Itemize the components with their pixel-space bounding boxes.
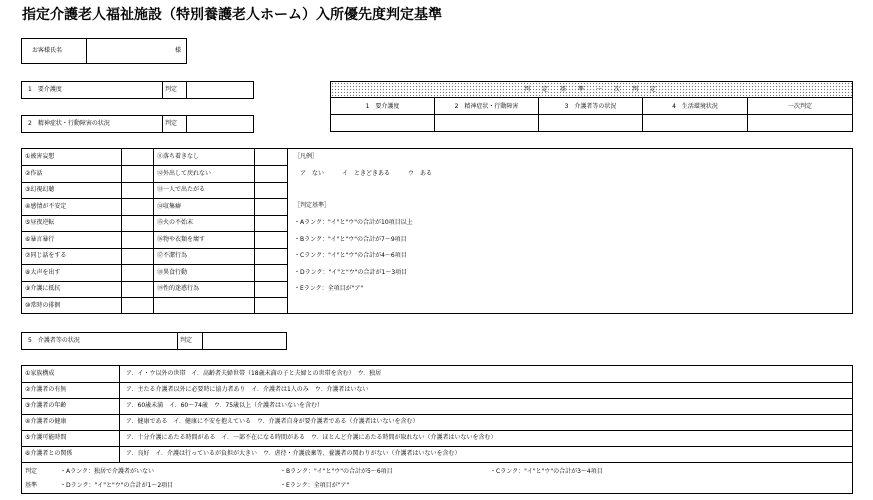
behavior-answer-9[interactable]	[123, 282, 152, 296]
behavior-item-2: ②作話	[25, 170, 43, 177]
caregiver-box	[21, 332, 287, 350]
behavior-judge-field[interactable]	[188, 117, 252, 131]
behavior-answer-12[interactable]	[256, 167, 286, 181]
summary-col-environment: 4 生活環境状況	[672, 103, 718, 110]
caregiver-row-options-4[interactable]: ア．健康である イ．健康に不安を抱えている ウ．介護者自身が要介護者である（介護者はいないを含む）	[126, 418, 419, 425]
applicant-name-box	[21, 38, 187, 64]
behavior-item-17: ⑰不潔行為	[157, 252, 188, 259]
behavior-item-12: ⑫外出して戻れない	[157, 170, 212, 177]
caregiver-row-label-1: ①家族構成	[25, 370, 55, 377]
footer-label-criteria: 基準	[25, 482, 38, 489]
behavior-answer-1[interactable]	[123, 150, 152, 164]
caregiver-row-label-4: ④介護者の健康	[25, 418, 67, 425]
caregiver-row-label-3: ③介護者の年齢	[25, 402, 67, 409]
summary-col-primary: 一次判定	[787, 103, 812, 110]
caregiver-table	[21, 365, 853, 494]
footer-rank-c: ・Cランク："イ"と"ウ"の合計が3～4項目	[490, 468, 603, 475]
legend-heading: ［凡例］	[294, 153, 319, 160]
criteria-rank-b: ・Bランク："イ"と"ウ"の合計が7～9項目	[294, 236, 407, 243]
behavior-answer-10[interactable]	[123, 299, 152, 312]
criteria-rank-e: ・Eランク：全項目が"ア"	[294, 285, 364, 292]
behavior-answer-5[interactable]	[123, 216, 152, 230]
behavior-item-5: ⑤昼夜逆転	[25, 219, 55, 226]
applicant-label: お客様氏名	[32, 47, 63, 54]
behavior-answer-15[interactable]	[256, 216, 286, 230]
caregiver-row-label-5: ⑤介護可能時間	[25, 434, 67, 441]
behavior-box	[21, 115, 254, 133]
caregiver-label: 5 介護者等の状況	[28, 337, 80, 344]
behavior-item-8: ⑧大声を出す	[25, 269, 61, 276]
behavior-answer-13[interactable]	[256, 183, 286, 197]
footer-rank-d: ・Dランク："イ"と"ウ"の合計が1～2項目	[60, 482, 174, 489]
behavior-answer-14[interactable]	[256, 200, 286, 214]
behavior-answer-7[interactable]	[123, 249, 152, 263]
summary-col-care-level: 1 要介護度	[365, 103, 400, 110]
criteria-rank-a: ・Aランク："イ"と"ウ"の合計が10項目以上	[294, 219, 413, 226]
care-level-box	[21, 81, 254, 99]
behavior-item-15: ⑮火の不始末	[157, 219, 194, 226]
footer-rank-e: ・Eランク：全項目が"ア"	[280, 482, 350, 489]
legend-options: ア ない イ ときどきある ウ ある	[300, 170, 433, 177]
behavior-item-13: ⑬一人で出たがる	[157, 186, 206, 193]
behavior-table	[21, 148, 853, 314]
caregiver-row-options-2[interactable]: ア．主たる介護者以外に必要時に協力者あり イ．介護者は1人のみ ウ．介護者はいない	[126, 386, 369, 393]
caregiver-row-label-6: ⑥介護者との関係	[25, 450, 73, 457]
behavior-answer-6[interactable]	[123, 233, 152, 247]
care-level-judge-field[interactable]	[188, 83, 252, 97]
behavior-item-1: ①被害妄想	[25, 153, 55, 160]
behavior-answer-2[interactable]	[123, 167, 152, 181]
summary-table	[330, 81, 853, 132]
caregiver-row-label-2: ②介護者の有無	[25, 386, 67, 393]
summary-behavior-field[interactable]	[436, 116, 537, 130]
criteria-rank-d: ・Dランク："イ"と"ウ"の合計が1～3項目	[294, 269, 408, 276]
applicant-suffix: 様	[175, 47, 182, 54]
summary-col-caregiver: 3 介護者等の状況	[564, 103, 617, 110]
behavior-label: 2 精神症状・行動障害の状況	[28, 120, 110, 127]
behavior-answer-8[interactable]	[123, 266, 152, 280]
caregiver-row-options-5[interactable]: ア．十分介護にあたる時間がある イ．一部不在になる時間がある ウ．ほとんど介護にあたる時間が取れない（介護者はいないを含む）	[126, 434, 497, 441]
behavior-answer-16[interactable]	[256, 233, 286, 247]
footer-label-judge: 判定	[25, 468, 38, 475]
behavior-answer-3[interactable]	[123, 183, 152, 197]
behavior-item-9: ⑨介護に抵抗	[25, 285, 61, 292]
summary-caregiver-field[interactable]	[540, 116, 641, 130]
care-level-label: 1 要介護度	[28, 86, 62, 93]
criteria-rank-c: ・Cランク："イ"と"ウ"の合計が4～6項目	[294, 252, 407, 259]
behavior-item-19: ⑲性的迷惑行為	[157, 285, 200, 292]
footer-rank-a: ・Aランク：独居で介護者がいない	[60, 468, 154, 475]
care-level-judge-label: 判定	[165, 86, 178, 93]
caregiver-row-options-1[interactable]: ア．イ・ウ以外の世帯 イ．高齢者夫婦世帯（18歳未満の子と夫婦との世帯を含む） ウ．独居	[126, 370, 382, 377]
behavior-item-11: ⑪落ち着きなし	[157, 153, 200, 160]
footer-rank-b: ・Bランク："イ"と"ウ"の合計が5～6項目	[280, 468, 393, 475]
criteria-heading: ［判定基準］	[294, 202, 331, 209]
behavior-item-18: ⑱異食行動	[157, 269, 188, 276]
caregiver-row-options-6[interactable]: ア．良好 イ．介護は行っているが負担が大きい ウ．虐待・介護放棄等、養護者の関わりがない（介護者はいないを含む）	[126, 450, 461, 457]
behavior-answer-11[interactable]	[256, 150, 286, 164]
behavior-answer-18[interactable]	[256, 266, 286, 280]
behavior-judge-label: 判定	[165, 120, 178, 127]
behavior-item-16: ⑯物や衣類を壊す	[157, 236, 206, 243]
behavior-item-14: ⑭収集癖	[157, 203, 182, 210]
page-title: 指定介護老人福祉施設（特別養護老人ホーム）入所優先度判定基準	[22, 7, 442, 23]
behavior-item-10: ⑩常時の徘徊	[25, 302, 61, 309]
summary-care-level-field[interactable]	[332, 116, 433, 130]
summary-col-behavior: 2 精神症状・行動障害	[454, 103, 519, 110]
applicant-name-field[interactable]	[88, 40, 168, 62]
caregiver-judge-label: 判定	[180, 337, 193, 344]
caregiver-row-options-3[interactable]: ア．60歳未満 イ．60～74歳 ウ．75歳以上（介護者はいないを含む）	[126, 402, 324, 409]
behavior-answer-4[interactable]	[123, 200, 152, 214]
behavior-item-4: ④感情が不安定	[25, 203, 67, 210]
summary-primary-field[interactable]	[749, 116, 851, 130]
summary-header: 判 定 基 準 一 次 判 定	[523, 86, 659, 93]
behavior-item-7: ⑦同じ話をする	[25, 252, 67, 259]
summary-environment-field[interactable]	[644, 116, 746, 130]
behavior-item-6: ⑥暴言暴行	[25, 236, 55, 243]
behavior-item-3: ③幻視幻聴	[25, 186, 55, 193]
caregiver-judge-field[interactable]	[204, 334, 286, 348]
behavior-answer-17[interactable]	[256, 249, 286, 263]
behavior-answer-19[interactable]	[256, 282, 286, 296]
